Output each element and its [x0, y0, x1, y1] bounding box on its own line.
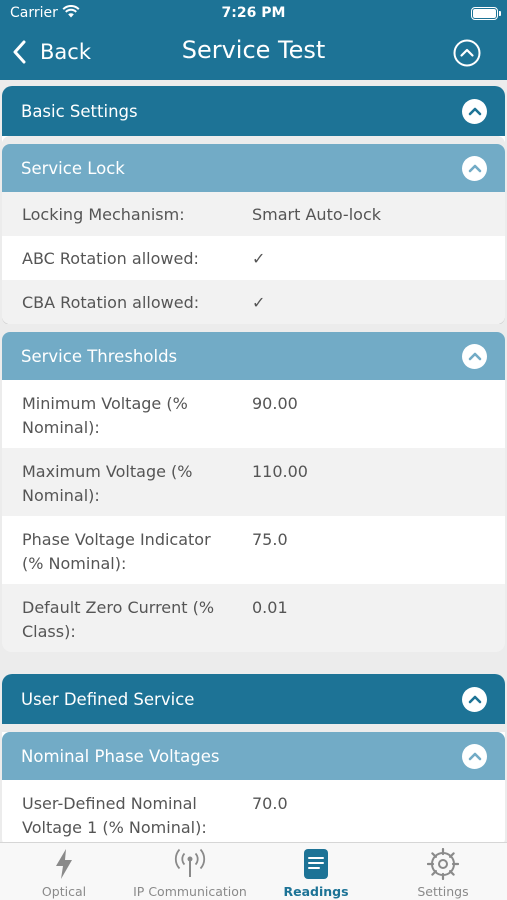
document-icon: [253, 848, 379, 880]
setting-label: ABC Rotation allowed:: [22, 248, 199, 268]
battery-icon: [471, 7, 498, 20]
section-title: User Defined Service: [21, 689, 195, 709]
tab-label: Readings: [283, 884, 349, 899]
chevron-up-icon: [462, 99, 487, 124]
content-area: [0, 80, 507, 842]
setting-label: Locking Mechanism:: [22, 204, 185, 224]
setting-row: [2, 236, 505, 280]
user-defined-service-section: [2, 674, 505, 842]
antenna-icon: [127, 848, 253, 880]
setting-value: 75.0: [252, 530, 288, 549]
page-title: Service Test: [181, 36, 326, 64]
user-defined-service-header[interactable]: [2, 674, 505, 724]
chevron-up-icon: [462, 687, 487, 712]
carrier-label: Carrier: [10, 5, 58, 21]
setting-row: [2, 448, 505, 516]
collapse-all-button[interactable]: [453, 39, 481, 67]
lightning-icon: [1, 848, 127, 880]
setting-row: [2, 280, 505, 324]
chevron-up-icon: [462, 344, 487, 369]
checkmark-value: ✓: [252, 248, 266, 268]
section-title: Basic Settings: [21, 101, 138, 121]
basic-settings-header[interactable]: [2, 86, 505, 136]
service-thresholds-header[interactable]: [2, 332, 505, 380]
setting-row: [2, 516, 505, 584]
subsection-title: Nominal Phase Voltages: [21, 746, 220, 766]
subsection-title: Service Thresholds: [21, 346, 178, 366]
tab-ip-communication[interactable]: [127, 843, 253, 900]
chevron-up-icon: [462, 156, 487, 181]
back-label: Back: [40, 40, 91, 64]
chevron-up-icon: [462, 744, 487, 769]
service-lock-header[interactable]: [2, 144, 505, 192]
subsection-title: Service Lock: [21, 158, 125, 178]
tab-label: Settings: [417, 884, 469, 899]
tab-settings[interactable]: [380, 843, 506, 900]
setting-row: [2, 780, 505, 842]
tab-optical[interactable]: [1, 843, 127, 900]
setting-label: Minimum Voltage (% Nominal):: [22, 394, 188, 437]
setting-row: [2, 192, 505, 236]
chevron-up-circle-icon: [453, 39, 481, 67]
setting-value: 90.00: [252, 394, 298, 413]
service-lock-subsection: [2, 144, 505, 324]
setting-value: 110.00: [252, 462, 308, 481]
tab-label: IP Communication: [133, 884, 247, 899]
setting-label: User-Defined Nominal Voltage 1 (% Nominal):: [22, 794, 207, 837]
checkmark-value: ✓: [252, 292, 266, 312]
basic-settings-section: [2, 86, 505, 652]
setting-row: [2, 380, 505, 448]
setting-label: Maximum Voltage (% Nominal):: [22, 462, 193, 505]
setting-row: [2, 584, 505, 652]
setting-label: Phase Voltage Indicator (% Nominal):: [22, 530, 211, 573]
tab-label: Optical: [41, 884, 87, 899]
tab-readings[interactable]: [253, 843, 379, 900]
clock: 7:26 PM: [221, 5, 286, 21]
app-header: [0, 0, 507, 80]
setting-label: CBA Rotation allowed:: [22, 292, 200, 312]
setting-value: 0.01: [252, 598, 288, 617]
setting-value: 70.0: [252, 794, 288, 813]
nominal-phase-voltages-subsection: [2, 732, 505, 842]
gear-icon: [380, 848, 506, 880]
setting-value: Smart Auto-lock: [252, 204, 381, 224]
status-bar: [0, 0, 507, 28]
service-thresholds-subsection: [2, 332, 505, 652]
nominal-phase-voltages-header[interactable]: [2, 732, 505, 780]
setting-label: Default Zero Current (% Class):: [22, 598, 215, 641]
tab-bar: [0, 842, 507, 900]
